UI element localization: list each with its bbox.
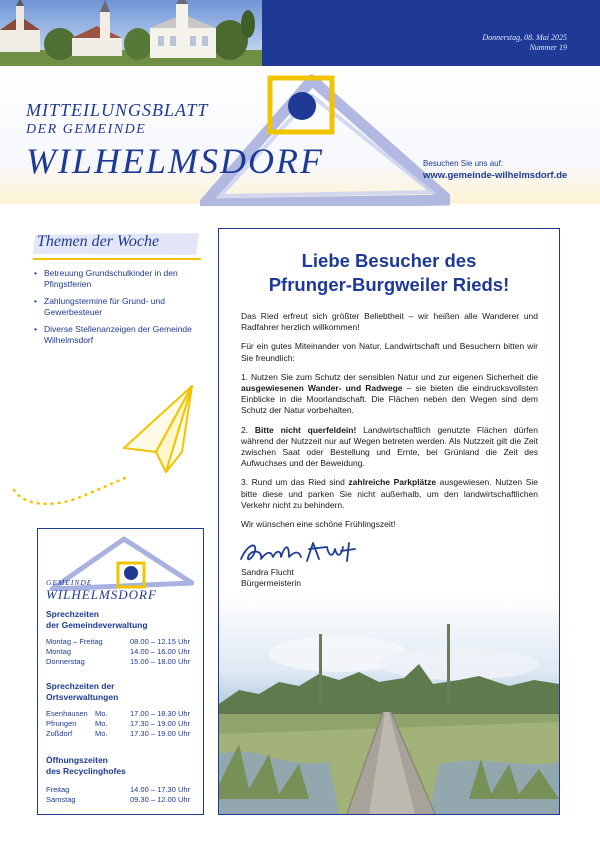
emphasis: Bitte nicht querfeldein! xyxy=(254,424,357,435)
paragraph xyxy=(241,477,538,511)
paragraph: Für ein gutes Miteinander von Natur, Landwirtschaft und Besuchern bitten wir Sie freundlich: xyxy=(241,341,538,363)
hours-row xyxy=(46,637,196,647)
letter-title xyxy=(219,249,559,297)
text: ausgewiesen. Nutzen Sie bitte diese und parken Sie nicht außerhalb, um den landwirtschaftlichen Verkehr nicht zu behindern. xyxy=(241,477,538,510)
paragraph: Wir wünschen eine schöne Frühlingszeit! xyxy=(241,519,396,530)
signer-role: Bürgermeisterin xyxy=(241,578,301,588)
hours-row xyxy=(46,709,196,719)
issue-number: Nummer 19 xyxy=(529,43,567,52)
weekday: Mo. xyxy=(95,719,108,728)
time: 14.00 – 17.30 Uhr xyxy=(130,785,191,794)
village: Esenhausen xyxy=(46,709,88,718)
logo-name: WILHELMSDORF xyxy=(46,587,157,602)
title-line: Pfrunger-Burgweiler Rieds! xyxy=(268,274,510,295)
text: Landwirtschaftlich genutzte Flächen dürfen während der Nutzzeit nur auf Wegen betreten werden. Als Nutzzeit gilt die Zeit zwischen Saat oder Bestellung und Ernte, bei Grünland die Zeit des Aufwuchses und der Beweidung. xyxy=(241,424,538,469)
text: – sie bieten die eindrucksvollsten Einblicke in die Moorlandschaft. Die Flächen neben den Wegen sind dem Schutz der Natur vorbehalten. xyxy=(241,383,539,416)
heading-line: Ortsverwaltungen xyxy=(46,692,119,702)
title-line: Liebe Besucher des xyxy=(301,250,477,271)
time: 17.00 – 18.30 Uhr xyxy=(130,709,191,718)
day: Montag – Freitag xyxy=(46,637,103,646)
section-heading xyxy=(46,681,118,703)
heading-line: des Recyclinghofes xyxy=(46,766,126,776)
signer-name: Sandra Flucht xyxy=(241,567,294,577)
text: 1. Nutzen Sie zum Schutz der sensiblen Natur und zur eigenen Sicherheit die xyxy=(241,371,538,382)
paper-plane-icon xyxy=(6,380,206,520)
time: 09.30 – 12.00 Uhr xyxy=(130,795,191,804)
signature-icon xyxy=(237,537,367,569)
themen-divider xyxy=(33,258,201,260)
themen-item[interactable]: • Diverse Stellenanzeigen der Gemeinde Wilhelmsdorf xyxy=(34,324,204,346)
weekday: Mo. xyxy=(95,709,108,718)
hours-row xyxy=(46,729,196,739)
paragraph: Das Ried erfreut sich größter Beliebtheit – wir heißen alle Wanderer und Radfahrer herzlich willkommen! xyxy=(241,311,538,333)
hours-row xyxy=(46,719,196,729)
paragraph xyxy=(241,372,538,417)
village: Pfrungen xyxy=(46,719,77,728)
text: 2. xyxy=(241,424,255,435)
time: 14.00 – 16.00 Uhr xyxy=(130,647,191,656)
issue-info xyxy=(482,33,567,53)
themen-heading-box xyxy=(33,232,201,256)
day: Montag xyxy=(46,647,72,656)
hours-row xyxy=(46,657,196,667)
heading-line: der Gemeindeverwaltung xyxy=(46,620,148,630)
visit-label: Besuchen Sie uns auf: xyxy=(423,159,504,168)
masthead-line1: MITTEILUNGSBLATT xyxy=(26,100,209,120)
letter-body xyxy=(241,311,538,538)
village: Zußdorf xyxy=(46,729,73,738)
heading-line: Sprechzeiten der xyxy=(46,681,115,691)
boardwalk-photo xyxy=(219,594,559,814)
day: Samstag xyxy=(46,795,76,804)
section-heading xyxy=(46,755,126,777)
emphasis: ausgewiesenen Wander- und Radwege xyxy=(241,383,403,394)
time: 08.00 – 12.15 Uhr xyxy=(130,637,191,646)
time: 15.00 – 18.00 Uhr xyxy=(130,657,191,666)
office-hours-box xyxy=(37,528,204,815)
themen-item[interactable]: • Betreuung Grundschulkinder in den Pfingstferien xyxy=(34,268,204,290)
section-heading xyxy=(46,609,148,631)
village-photo xyxy=(0,0,262,66)
themen-item[interactable]: • Zahlungstermine für Grund- und Gewerbesteuer xyxy=(34,296,204,318)
emphasis: zahlreiche Parkplätze xyxy=(348,477,437,488)
hours-row xyxy=(46,785,196,795)
paragraph xyxy=(241,425,538,470)
hours-row xyxy=(46,647,196,657)
heading-line: Öffnungszeiten xyxy=(46,755,108,765)
day: Donnerstag xyxy=(46,657,85,666)
time: 17.30 – 19.00 Uhr xyxy=(130,719,191,728)
logo-small-text: GEMEINDE xyxy=(46,578,93,587)
themen-list xyxy=(34,268,204,352)
masthead-line2: DER GEMEINDE xyxy=(26,122,147,137)
weekday: Mo. xyxy=(95,729,108,738)
hours-row xyxy=(46,795,196,805)
issue-date: Donnerstag, 08. Mai 2025 xyxy=(482,33,567,42)
themen-title: Themen der Woche xyxy=(37,233,160,250)
day: Freitag xyxy=(46,785,70,794)
text: 3. Rund um das Ried sind xyxy=(241,477,349,488)
heading-line: Sprechzeiten xyxy=(46,609,99,619)
website-link[interactable]: www.gemeinde-wilhelmsdorf.de xyxy=(423,170,568,181)
time: 17.30 – 19.00 Uhr xyxy=(130,729,191,738)
announcement-letter xyxy=(218,228,560,815)
masthead-title: WILHELMSDORF xyxy=(26,141,324,181)
